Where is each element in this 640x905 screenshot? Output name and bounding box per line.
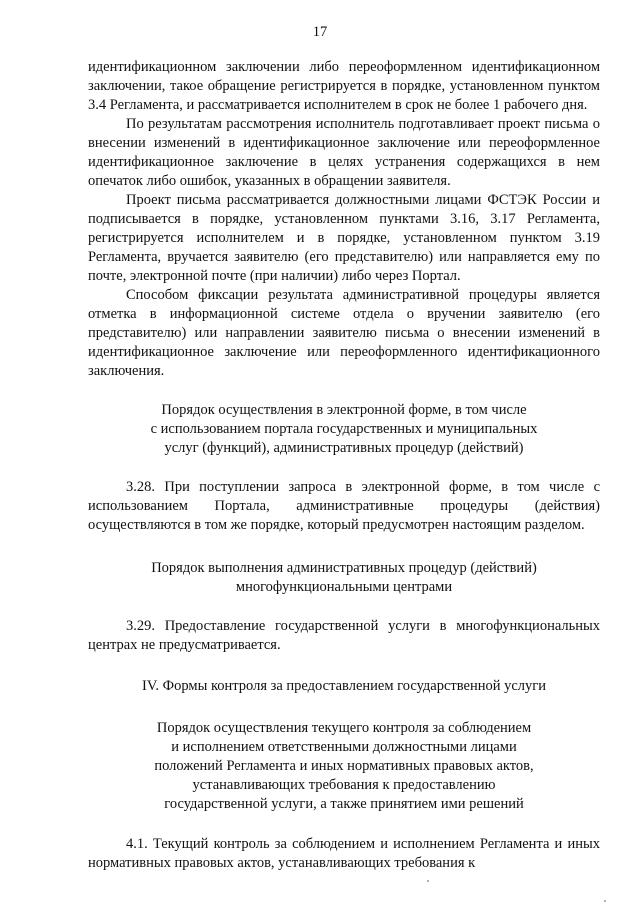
heading-line: многофункциональными центрами bbox=[235, 579, 453, 595]
chapter-heading-iv bbox=[88, 677, 600, 696]
heading-line: и исполнением ответственными должностными лицами bbox=[171, 739, 517, 755]
heading-line: IV. Формы контроля за предоставлением государственной услуги bbox=[142, 678, 546, 694]
page-number: 17 bbox=[312, 24, 328, 40]
heading-line: государственной услуги, а также принятием ими решений bbox=[164, 796, 524, 812]
paragraph-result-fixation: Способом фиксации результата административной процедуры является отметка в информационной системе отдела о вручении заявителю (его представителю) или направлении заявителю письма о внесении изменений в идентификационное заключение или переоформленного идентификационного заключения. bbox=[88, 287, 600, 379]
heading-line: устанавливающих требования к предоставлению bbox=[192, 777, 496, 793]
paragraph-3-28: 3.28. При поступлении запроса в электронной форме, в том числе с использованием Портала, административные процедуры (действия) осуществляются в том же порядке, который предусмотрен настоящим разделом. bbox=[88, 479, 600, 533]
paragraph-letter-review: Проект письма рассматривается должностными лицами ФСТЭК России и подписывается в порядке, установленном пунктами 3.16, 3.17 Регламента, регистрируется исполнителем и в порядке, установленном пунктом 3.19 Регламента, вручается заявителю (его представителю) или направляется ему по почте, электронной почте (при наличии) либо через Портал. bbox=[88, 192, 600, 284]
section-heading-mfc bbox=[88, 559, 600, 597]
scan-speck bbox=[604, 900, 606, 902]
heading-line: Порядок осуществления в электронной форме, в том числе bbox=[161, 402, 527, 418]
heading-line: Порядок осуществления текущего контроля за соблюдением bbox=[156, 720, 532, 736]
paragraph-continuation: идентификационном заключении либо переоформленном идентификационном заключении, такое обращение регистрируется в порядке, установленном пунктом 3.4 Регламента, и рассматривается исполнителем в срок не более 1 рабочего дня. bbox=[88, 59, 600, 113]
section-heading-current-control bbox=[88, 719, 600, 814]
section-heading-electronic-form bbox=[88, 401, 600, 458]
document-body bbox=[88, 58, 600, 873]
scan-speck bbox=[427, 880, 429, 882]
heading-line: Порядок выполнения административных процедур (действий) bbox=[151, 560, 537, 576]
heading-line: положений Регламента и иных нормативных правовых актов, bbox=[154, 758, 534, 774]
paragraph-4-1: 4.1. Текущий контроль за соблюдением и исполнением Регламента и иных нормативных правовых актов, устанавливающих требования к bbox=[88, 836, 600, 871]
paragraph-letter-preparation: По результатам рассмотрения исполнитель подготавливает проект письма о внесении изменений в идентификационное заключение или переоформленное идентификационное заключение в целях устранения содержащихся в нем опечаток либо ошибок, указанных в обращении заявителя. bbox=[88, 116, 600, 189]
heading-line: с использованием портала государственных и муниципальных bbox=[150, 421, 538, 437]
heading-line: услуг (функций), административных процедур (действий) bbox=[164, 440, 524, 456]
paragraph-3-29: 3.29. Предоставление государственной услуги в многофункциональных центрах не предусматривается. bbox=[88, 618, 600, 653]
